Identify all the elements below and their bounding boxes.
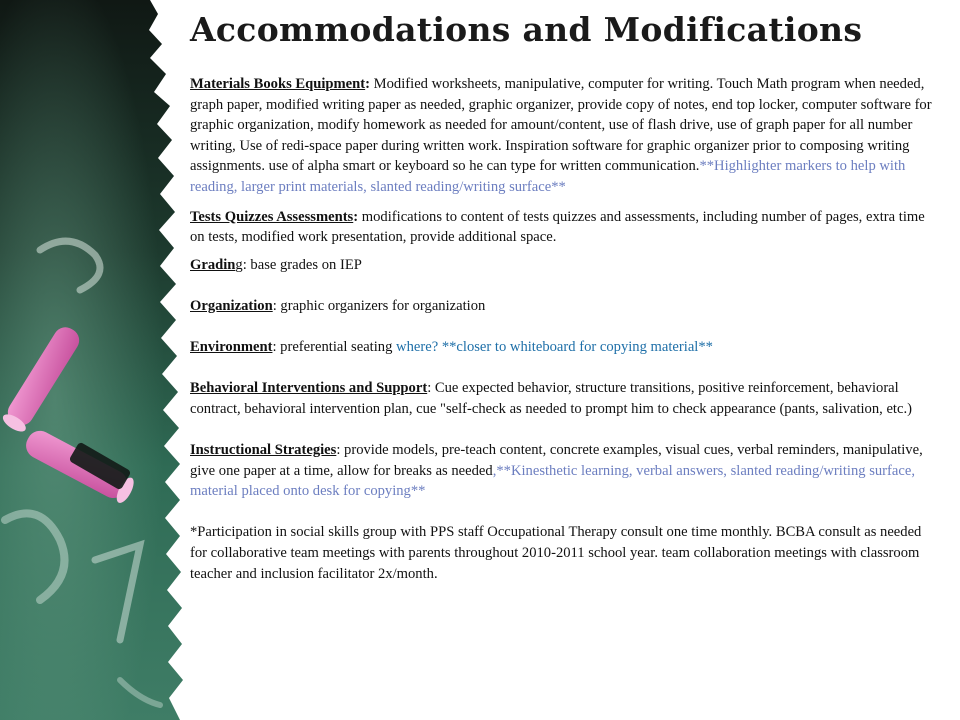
instructional-highlight: ,**Kinesthetic learning, verbal answers, slanted reading/writing surface, material placed onto desk for copying**: [190, 462, 915, 500]
behavioral-label: Behavioral Interventions and Support: [190, 380, 428, 397]
environment-paragraph: [190, 337, 942, 358]
materials-label: Materials Books Equipment: [190, 76, 366, 92]
grading-text: : base grades on IEP: [242, 256, 362, 273]
tests-separator: :: [353, 208, 359, 225]
grading-label: Gradin: [190, 256, 236, 273]
content-body: [190, 74, 942, 584]
organization-text: : graphic organizers for organization: [272, 297, 486, 314]
materials-highlight: **Highlighter markers to help with reading, larger print materials, slanted reading/writing surface**: [190, 158, 906, 195]
grading-label-tail: g: [235, 256, 243, 273]
materials-separator: :: [365, 76, 371, 92]
tests-paragraph: [190, 207, 942, 248]
behavioral-paragraph: [190, 378, 942, 419]
environment-highlight: where? **closer to whiteboard for copying material**: [396, 339, 713, 356]
materials-text: Modified worksheets, manipulative, computer for writing. Touch Math program when needed, graph paper, modified writing paper as needed, graphic organizer, provide copy of notes, end top locker, computer software for graphic organization, modify homework as needed for amount/content, use of flash drive, use of graph paper for all number writing, Use of redi-space paper during written work. Inspiration software for graphic organizer prior to composing writing assignments. use of alpha smart or keyboard so he can type for written communication.: [190, 76, 932, 175]
instructional-paragraph: [190, 440, 942, 502]
participation-paragraph: *Participation in social skills group with PPS staff Occupational Therapy consult one time monthly. BCBA consult as needed for collaborative team meetings with parents throughout 2010-2011 school year. team collaboration meetings with classroom teacher and inclusion facilitator 2x/month.: [190, 524, 922, 582]
tests-text: modifications to content of tests quizzes and assessments, including number of pages, extra time on tests, modified work presentation, provide additional space.: [190, 208, 925, 246]
organization-paragraph: [190, 296, 942, 317]
behavioral-text: : Cue expected behavior, structure transitions, positive reinforcement, behavioral contract, behavioral intervention plan, cue "self-check as needed to prompt him to check appearance (pants, salivation, etc.): [190, 380, 912, 417]
instructional-label: Instructional Strategies: [190, 442, 337, 459]
materials-paragraph: [190, 74, 942, 198]
tests-label: Tests Quizzes Assessments: [190, 208, 354, 225]
grading-paragraph: [190, 255, 942, 276]
environment-label: Environment: [190, 339, 273, 356]
page-title: Accommodations and Modifications: [190, 10, 863, 49]
environment-text: : preferential seating: [272, 339, 397, 356]
organization-label: Organization: [190, 297, 273, 314]
instructional-text: : provide models, pre-teach content, concrete examples, visual cues, verbal reminders, manipulative, give one paper at a time, allow for breaks as needed: [190, 442, 923, 479]
